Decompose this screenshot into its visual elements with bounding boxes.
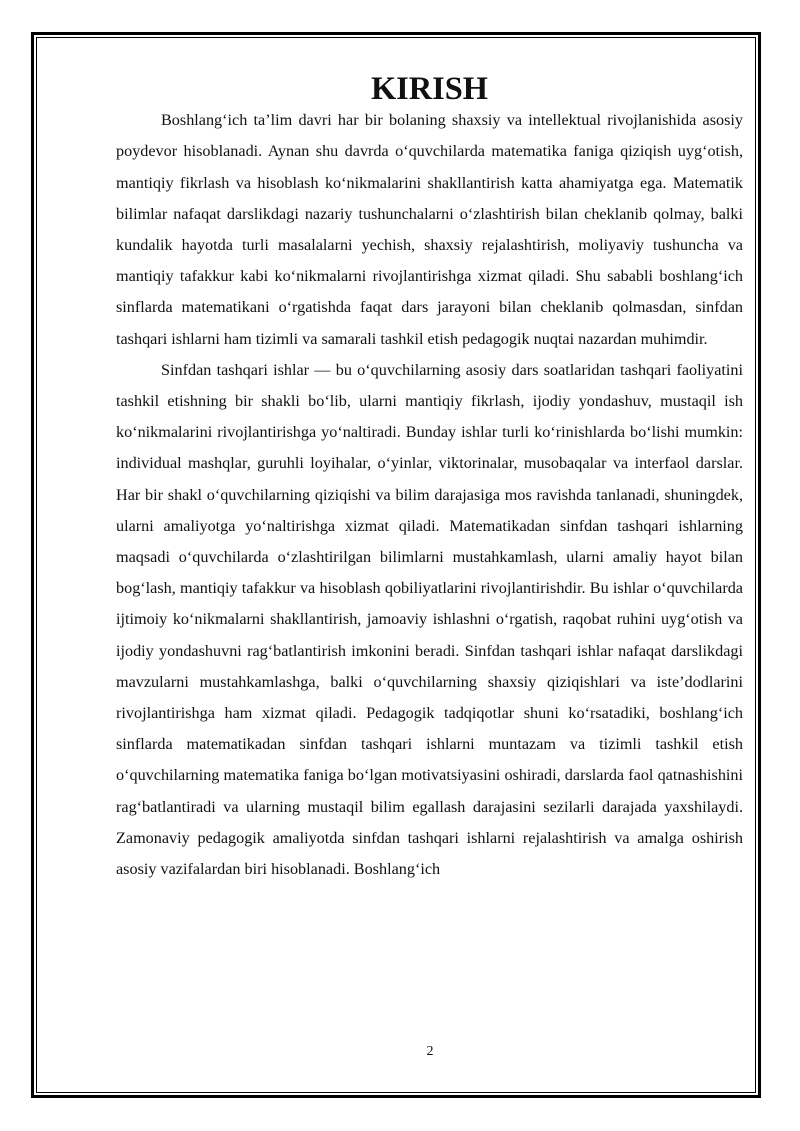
page-number: 2 [426, 1044, 434, 1059]
paragraph-intro: Boshlang‘ich ta’lim davri har bir bolaning shaxsiy va intellektual rivojlanishida asosiy poydevor hisoblanadi. Aynan shu davrda o‘quvchilarda matematika faniga qiziqish uyg‘otish, mantiqiy fikrlash va hisoblash ko‘nikmalarini shakllantirish katta ahamiyatga ega. Matematik bilimlar nafaqat darslikdagi nazariy tushunchalarni o‘zlashtirish bilan cheklanib qolmay, balki kundalik hayotda turli masalalarni yechish, shaxsiy rejalashtirish, moliyaviy tushuncha va mantiqiy tafakkur kabi ko‘nikmalarni rivojlantirishga xizmat qiladi. Shu sababli boshlang‘ich sinflarda matematikani o‘rgatishda faqat dars jarayoni bilan cheklanib qolmasdan, sinfdan tashqari ishlarni ham tizimli va samarali tashkil etish pedagogik nuqtai nazardan muhimdir. [116, 111, 743, 348]
document-body [116, 71, 743, 885]
page-title: KIRISH [370, 71, 488, 107]
paragraph-extracurricular: Sinfdan tashqari ishlar — bu o‘quvchilarning asosiy dars soatlaridan tashqari faoliyatini tashkil etishning bir shakli bo‘lib, ularni mantiqiy fikrlash, ijodiy yondashuv, mustaqil ish ko‘nikmalarini rivojlantirishga yo‘naltiradi. Bunday ishlar turli ko‘rinishlarda bo‘lishi mumkin: individual mashqlar, guruhli loyihalar, o‘yinlar, viktorinalar, musobaqalar va interfaol darslar. Har bir shakl o‘quvchilarning qiziqishi va bilim darajasiga mos ravishda tanlanadi, shuningdek, ularni amaliyotga yo‘naltirishga xizmat qiladi. Matematikadan sinfdan tashqari ishlarning maqsadi o‘quvchilarda o‘zlashtirilgan bilimlarni mustahkamlash, ularni amaliy hayot bilan bog‘lash, mantiqiy tafakkur va hisoblash qobiliyatlarini rivojlantirishdir. Bu ishlar o‘quvchilarda ijtimoiy ko‘nikmalarni shakllantirish, jamoaviy ishlashni o‘rgatish, raqobat ruhini uyg‘otish va ijodiy yondashuvni rag‘batlantirish imkonini beradi. Sinfdan tashqari ishlar nafaqat darslikdagi mavzularni mustahkamlashga, balki o‘quvchilarning shaxsiy qiziqishlari va iste’dodlarini rivojlantirishga ham xizmat qiladi. Pedagogik tadqiqotlar shuni ko‘rsatadiki, boshlang‘ich sinflarda matematikadan sinfdan tashqari ishlarni muntazam va tizimli tashkil etish o‘quvchilarning matematika faniga bo‘lgan motivatsiyasini oshiradi, darslarda faol qatnashishini rag‘batlantiradi va ularning mustaqil bilim egallash darajasini sezilarli darajada yaxshilaydi. Zamonaviy pedagogik amaliyotda sinfdan tashqari ishlarni rejalashtirish va amalga oshirish asosiy vazifalardan biri hisoblanadi. Boshlang‘ich [116, 360, 743, 879]
